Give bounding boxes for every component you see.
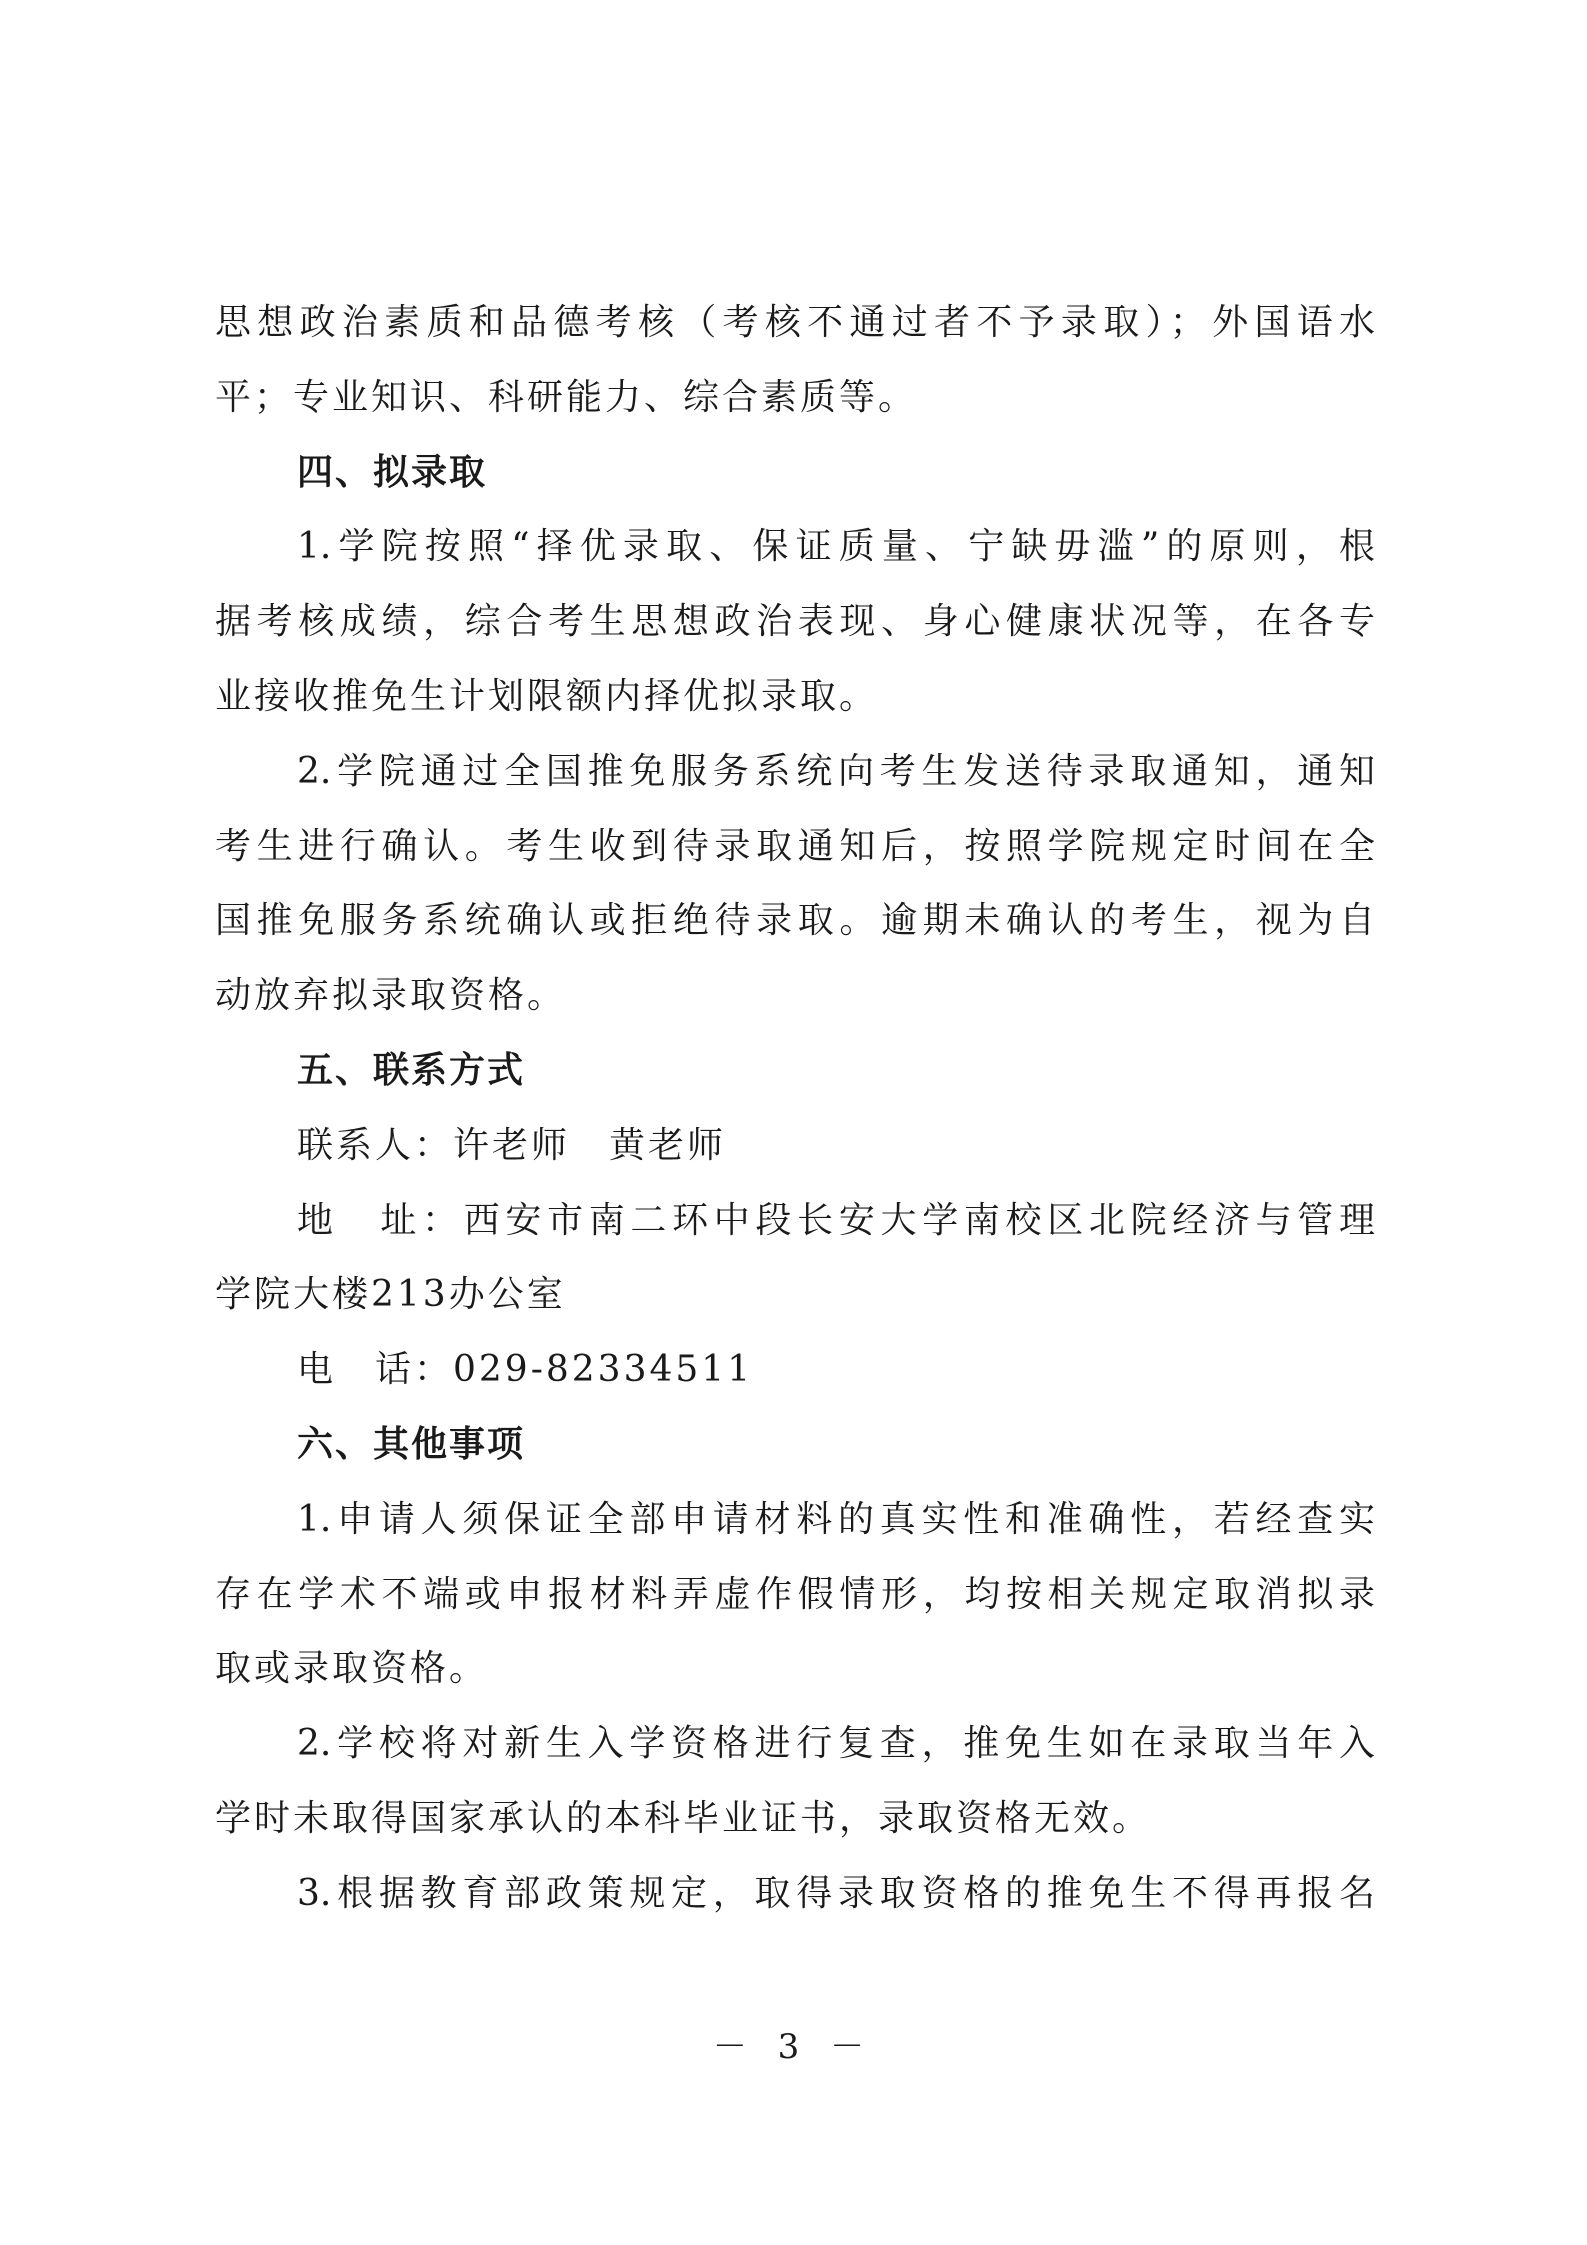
body-line: 2.学校将对新生入学资格进行复查，推免生如在录取当年入 xyxy=(297,1724,1375,1764)
body-line: 3.根据教育部政策规定，取得录取资格的推免生不得再报名 xyxy=(297,1874,1375,1914)
contact-address: 地 址：西安市南二环中段长安大学南校区北院经济与管理 xyxy=(297,1201,1375,1241)
section-heading-admission: 四、拟录取 xyxy=(297,453,488,493)
contact-phone: 电 话：029-82334511 xyxy=(297,1350,754,1390)
body-line: 取或录取资格。 xyxy=(215,1649,489,1689)
body-line: 据考核成绩，综合考生思想政治表现、身心健康状况等，在各专 xyxy=(215,602,1375,642)
body-line: 2.学院通过全国推免服务系统向考生发送待录取通知，通知 xyxy=(297,752,1375,792)
body-line: 思想政治素质和品德考核（考核不通过者不予录取）；外国语水 xyxy=(215,303,1375,343)
body-line: 学时未取得国家承认的本科毕业证书，录取资格无效。 xyxy=(215,1799,1152,1839)
section-heading-contact: 五、联系方式 xyxy=(297,1051,526,1091)
body-line: 考生进行确认。考生收到待录取通知后，按照学院规定时间在全 xyxy=(215,827,1375,867)
body-line: 业接收推免生计划限额内择优拟录取。 xyxy=(215,677,879,717)
section-heading-other: 六、其他事项 xyxy=(297,1425,526,1465)
contact-address-continued: 学院大楼213办公室 xyxy=(215,1275,566,1315)
body-line: 存在学术不端或申报材料弄虚作假情形，均按相关规定取消拟录 xyxy=(215,1575,1375,1615)
body-line: 国推免服务系统确认或拒绝待录取。逾期未确认的考生，视为自 xyxy=(215,901,1375,941)
page-number: － 3 － xyxy=(712,2027,875,2067)
body-line: 动放弃拟录取资格。 xyxy=(215,976,567,1016)
body-line: 1.申请人须保证全部申请材料的真实性和准确性，若经查实 xyxy=(297,1500,1375,1540)
body-line: 1.学院按照“择优录取、保证质量、宁缺毋滥”的原则，根 xyxy=(297,527,1375,567)
body-line: 平；专业知识、科研能力、综合素质等。 xyxy=(215,378,918,418)
contact-person: 联系人：许老师 黄老师 xyxy=(297,1126,727,1166)
